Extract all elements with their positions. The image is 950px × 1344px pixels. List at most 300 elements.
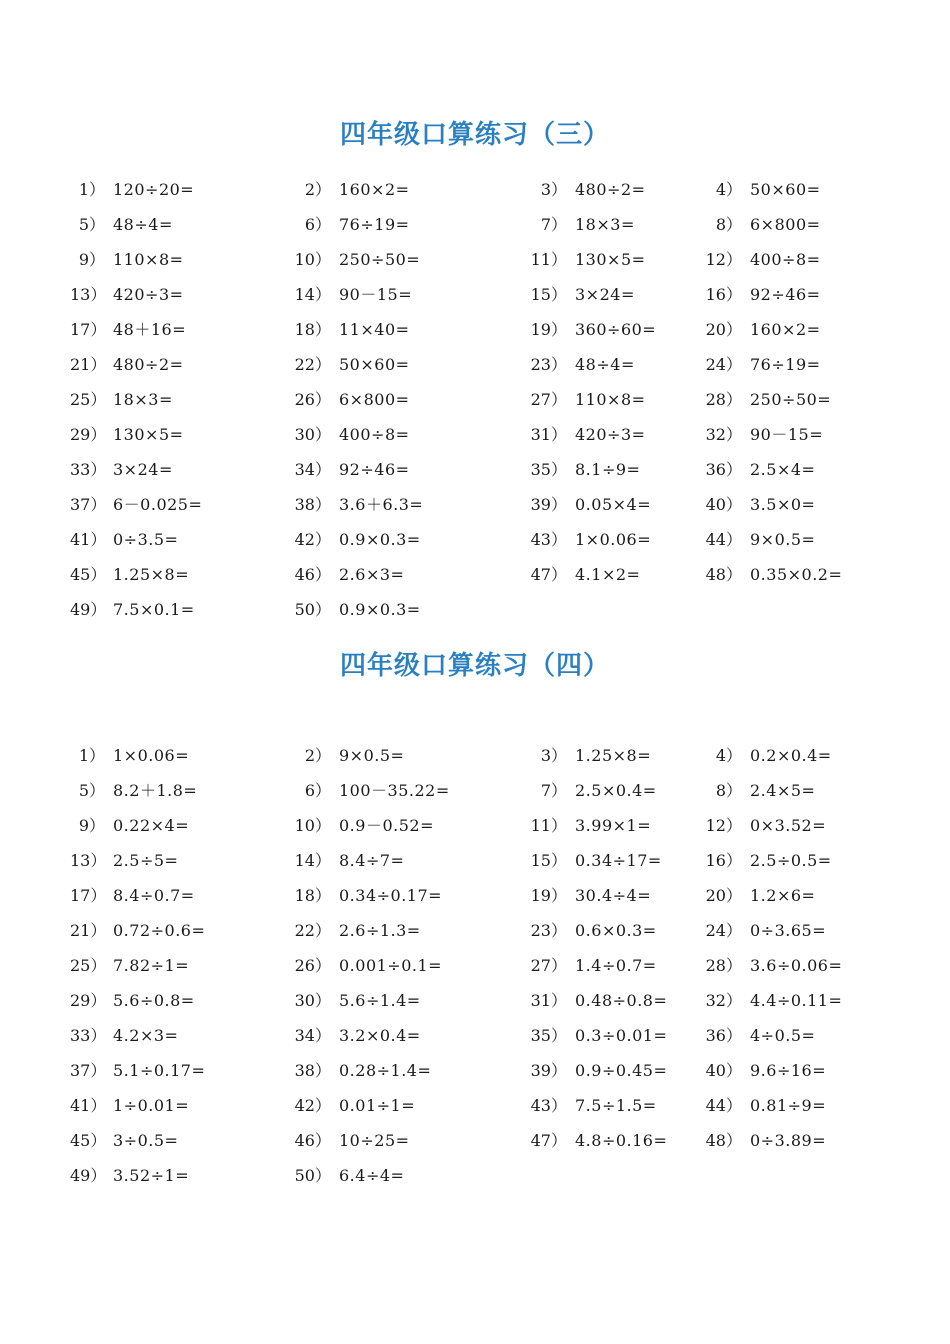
problem-item [704, 277, 821, 312]
problem-item [294, 913, 421, 948]
problem-item [294, 417, 410, 452]
problem-item [70, 312, 186, 347]
problem-item [294, 347, 410, 382]
problem-item [294, 522, 421, 557]
problem-expression: 0.81÷9= [750, 1096, 827, 1115]
problem-expression: 0.9－0.52= [339, 816, 434, 835]
problem-item [70, 417, 184, 452]
problem-item [294, 1123, 410, 1158]
problem-number: 36） [705, 460, 742, 479]
problem-row [0, 417, 950, 452]
problem-expression: 400÷8= [339, 425, 410, 444]
problem-item [704, 1088, 826, 1123]
problem-expression: 0.6×0.3= [575, 921, 657, 940]
problem-item [294, 983, 421, 1018]
problem-expression: 2.5÷5= [113, 851, 179, 870]
problem-item [704, 1018, 815, 1053]
problem-number: 46） [294, 1131, 331, 1150]
problem-expression: 110×8= [113, 250, 184, 269]
problem-item [528, 738, 651, 773]
problem-item [704, 207, 821, 242]
problem-number: 11） [530, 250, 567, 269]
problem-expression: 0×3.52= [750, 816, 827, 835]
problem-number: 8） [715, 781, 742, 800]
problem-number: 9） [78, 816, 105, 835]
problem-expression: 2.6×3= [339, 565, 405, 584]
problem-number: 42） [294, 1096, 331, 1115]
problem-expression: 3.99×1= [575, 816, 652, 835]
problem-expression: 0.9×0.3= [339, 600, 421, 619]
problem-item [704, 948, 842, 983]
problem-number: 4） [715, 746, 742, 765]
problem-expression: 7.82÷1= [113, 956, 190, 975]
problem-item [294, 1018, 421, 1053]
problem-item [294, 207, 410, 242]
problem-number: 11） [530, 816, 567, 835]
problem-number: 27） [530, 956, 567, 975]
problem-item [70, 773, 197, 808]
problem-item [294, 172, 410, 207]
problem-number: 4） [715, 180, 742, 199]
problem-item [528, 1053, 667, 1088]
problem-item [70, 1088, 189, 1123]
problem-number: 18） [294, 320, 331, 339]
problem-number: 20） [705, 886, 742, 905]
problem-row [0, 242, 950, 277]
problem-expression: 1.2×6= [750, 886, 816, 905]
problem-number: 24） [705, 921, 742, 940]
problem-expression: 10÷25= [339, 1131, 410, 1150]
problem-item [70, 843, 178, 878]
problem-item [528, 312, 656, 347]
problem-item [294, 312, 410, 347]
section-title-3: 四年级口算练习（三） [339, 120, 610, 150]
problem-expression: 0.22×4= [113, 816, 190, 835]
problem-number: 49） [70, 600, 107, 619]
problem-row [0, 913, 950, 948]
problem-expression: 50×60= [339, 355, 410, 374]
problem-item [70, 592, 195, 627]
problem-expression: 0.05×4= [575, 495, 652, 514]
problem-expression: 3×24= [113, 460, 173, 479]
problem-expression: 76÷19= [339, 215, 410, 234]
problem-number: 23） [530, 921, 567, 940]
problem-item [528, 1088, 657, 1123]
problem-number: 13） [70, 285, 107, 304]
problem-row [0, 487, 950, 522]
problem-expression: 0.2×0.4= [750, 746, 832, 765]
problem-expression: 4.1×2= [575, 565, 641, 584]
problem-number: 20） [705, 320, 742, 339]
problem-item [704, 773, 815, 808]
problem-expression: 8.4÷0.7= [113, 886, 195, 905]
problem-expression: 6×800= [750, 215, 821, 234]
problem-expression: 2.5÷0.5= [750, 851, 832, 870]
problem-item [704, 487, 815, 522]
problem-expression: 120÷20= [113, 180, 195, 199]
problem-expression: 18×3= [575, 215, 635, 234]
problem-expression: 1.4÷0.7= [575, 956, 657, 975]
problem-expression: 76÷19= [750, 355, 821, 374]
problem-number: 27） [530, 390, 567, 409]
problem-expression: 420÷3= [575, 425, 646, 444]
problem-item [294, 738, 404, 773]
problem-number: 1） [78, 746, 105, 765]
problem-item [294, 1088, 415, 1123]
problem-expression: 90－15= [339, 285, 413, 304]
problem-item [528, 773, 657, 808]
problem-item [70, 738, 189, 773]
problem-number: 37） [70, 1061, 107, 1080]
problem-expression: 4.8÷0.16= [575, 1131, 668, 1150]
problem-expression: 4÷0.5= [750, 1026, 816, 1045]
problem-number: 13） [70, 851, 107, 870]
problem-expression: 48÷4= [575, 355, 635, 374]
problem-number: 26） [294, 390, 331, 409]
problem-number: 45） [70, 1131, 107, 1150]
problem-item [70, 452, 173, 487]
problem-expression: 1.25×8= [575, 746, 652, 765]
problem-number: 30） [294, 425, 331, 444]
problem-expression: 250÷50= [339, 250, 421, 269]
problem-number: 8） [715, 215, 742, 234]
problem-expression: 3.52÷1= [113, 1166, 190, 1185]
problem-expression: 3.5×0= [750, 495, 816, 514]
problem-item [704, 347, 821, 382]
problem-item [70, 1018, 178, 1053]
problem-expression: 1×0.06= [113, 746, 190, 765]
problem-number: 14） [294, 851, 331, 870]
problem-item [528, 983, 667, 1018]
problem-item [704, 522, 815, 557]
problem-row [0, 773, 950, 808]
problem-number: 24） [705, 355, 742, 374]
problem-number: 3） [540, 746, 567, 765]
problem-item [70, 878, 195, 913]
problem-expression: 0.28÷1.4= [339, 1061, 432, 1080]
problem-number: 45） [70, 565, 107, 584]
problem-expression: 2.5×0.4= [575, 781, 657, 800]
problem-expression: 130×5= [575, 250, 646, 269]
problem-number: 17） [70, 320, 107, 339]
problem-expression: 480÷2= [575, 180, 646, 199]
problem-item [704, 1053, 826, 1088]
problem-item [704, 913, 826, 948]
problem-number: 32） [705, 425, 742, 444]
problem-number: 39） [530, 495, 567, 514]
problem-number: 6） [304, 215, 331, 234]
problem-item [70, 347, 184, 382]
problem-item [528, 808, 651, 843]
problem-number: 41） [70, 1096, 107, 1115]
problem-number: 26） [294, 956, 331, 975]
problem-item [294, 878, 442, 913]
problem-item [70, 277, 184, 312]
problem-expression: 0.34÷17= [575, 851, 662, 870]
problem-item [294, 1158, 404, 1193]
problem-expression: 2.5×4= [750, 460, 816, 479]
problem-number: 34） [294, 1026, 331, 1045]
problem-number: 44） [705, 1096, 742, 1115]
problem-number: 30） [294, 991, 331, 1010]
problem-item [70, 1123, 178, 1158]
problem-expression: 6.4÷4= [339, 1166, 405, 1185]
problem-item [70, 522, 178, 557]
problem-expression: 0÷3.89= [750, 1131, 827, 1150]
problem-expression: 11×40= [339, 320, 410, 339]
problem-number: 23） [530, 355, 567, 374]
problem-expression: 5.6÷0.8= [113, 991, 195, 1010]
problem-number: 7） [540, 215, 567, 234]
problem-expression: 6－0.025= [113, 495, 203, 514]
problem-expression: 3.2×0.4= [339, 1026, 421, 1045]
problem-number: 22） [294, 355, 331, 374]
problem-item [704, 878, 815, 913]
problem-item [70, 983, 195, 1018]
problem-item [704, 1123, 826, 1158]
problem-row [0, 1123, 950, 1158]
problem-number: 5） [78, 215, 105, 234]
problem-item [528, 1123, 667, 1158]
problem-expression: 0.3÷0.01= [575, 1026, 668, 1045]
problem-item [704, 172, 821, 207]
problem-expression: 400÷8= [750, 250, 821, 269]
problem-expression: 8.1÷9= [575, 460, 641, 479]
problem-expression: 0.001÷0.1= [339, 956, 443, 975]
problem-expression: 92÷46= [339, 460, 410, 479]
problem-expression: 480÷2= [113, 355, 184, 374]
problem-expression: 2.4×5= [750, 781, 816, 800]
problem-number: 33） [70, 460, 107, 479]
problem-number: 15） [530, 851, 567, 870]
problem-item [704, 382, 831, 417]
problem-grid-3 [0, 172, 950, 627]
problem-row [0, 808, 950, 843]
problem-number: 46） [294, 565, 331, 584]
problem-number: 14） [294, 285, 331, 304]
problem-item [70, 557, 189, 592]
problem-expression: 1×0.06= [575, 530, 652, 549]
problem-number: 33） [70, 1026, 107, 1045]
problem-number: 35） [530, 1026, 567, 1045]
problem-expression: 9×0.5= [339, 746, 405, 765]
problem-expression: 9.6÷16= [750, 1061, 827, 1080]
problem-expression: 130×5= [113, 425, 184, 444]
problem-expression: 0.01÷1= [339, 1096, 416, 1115]
problem-item [528, 207, 635, 242]
problem-item [294, 277, 412, 312]
problem-row [0, 452, 950, 487]
problem-expression: 2.6÷1.3= [339, 921, 421, 940]
problem-expression: 7.5÷1.5= [575, 1096, 657, 1115]
problem-row [0, 843, 950, 878]
problem-number: 19） [530, 886, 567, 905]
problem-number: 32） [705, 991, 742, 1010]
problem-expression: 1.25×8= [113, 565, 190, 584]
problem-expression: 420÷3= [113, 285, 184, 304]
problem-number: 37） [70, 495, 107, 514]
problem-item [70, 808, 189, 843]
problem-expression: 30.4÷4= [575, 886, 652, 905]
problem-number: 40） [705, 495, 742, 514]
problem-expression: 90－15= [750, 425, 824, 444]
problem-number: 2） [304, 746, 331, 765]
problem-expression: 3.6＋6.3= [339, 495, 424, 514]
problem-expression: 18×3= [113, 390, 173, 409]
problem-expression: 5.1÷0.17= [113, 1061, 206, 1080]
problem-number: 21） [70, 921, 107, 940]
problem-expression: 7.5×0.1= [113, 600, 195, 619]
problem-item [704, 312, 821, 347]
problem-item [294, 808, 434, 843]
problem-row [0, 522, 950, 557]
problem-number: 34） [294, 460, 331, 479]
problem-expression: 6×800= [339, 390, 410, 409]
problem-item [70, 382, 173, 417]
problem-number: 21） [70, 355, 107, 374]
problem-item [704, 242, 821, 277]
problem-expression: 0.72÷0.6= [113, 921, 206, 940]
problem-number: 12） [705, 250, 742, 269]
problem-row [0, 277, 950, 312]
problem-expression: 360÷60= [575, 320, 657, 339]
problem-expression: 0÷3.65= [750, 921, 827, 940]
problem-expression: 0.9×0.3= [339, 530, 421, 549]
problem-expression: 110×8= [575, 390, 646, 409]
problem-item [528, 1018, 667, 1053]
problem-item [294, 773, 450, 808]
problem-item [294, 592, 421, 627]
problem-number: 7） [540, 781, 567, 800]
problem-expression: 48÷4= [113, 215, 173, 234]
problem-number: 17） [70, 886, 107, 905]
problem-item [70, 242, 184, 277]
problem-number: 43） [530, 530, 567, 549]
problem-number: 5） [78, 781, 105, 800]
problem-number: 6） [304, 781, 331, 800]
problem-number: 49） [70, 1166, 107, 1185]
problem-number: 29） [70, 425, 107, 444]
problem-number: 40） [705, 1061, 742, 1080]
problem-item [704, 843, 832, 878]
problem-item [528, 843, 662, 878]
problem-row [0, 382, 950, 417]
problem-expression: 48＋16= [113, 320, 187, 339]
problem-item [70, 207, 173, 242]
problem-item [704, 738, 832, 773]
problem-number: 38） [294, 1061, 331, 1080]
problem-expression: 5.6÷1.4= [339, 991, 421, 1010]
problem-row [0, 1053, 950, 1088]
problem-number: 31） [530, 425, 567, 444]
problem-expression: 50×60= [750, 180, 821, 199]
problem-number: 31） [530, 991, 567, 1010]
problem-row [0, 312, 950, 347]
problem-item [704, 452, 815, 487]
problem-expression: 4.4÷0.11= [750, 991, 843, 1010]
problem-item [528, 487, 651, 522]
problem-number: 16） [705, 851, 742, 870]
problem-number: 38） [294, 495, 331, 514]
problem-item [528, 382, 646, 417]
problem-number: 1） [78, 180, 105, 199]
problem-expression: 0.34÷0.17= [339, 886, 443, 905]
problem-item [528, 948, 657, 983]
problem-number: 22） [294, 921, 331, 940]
problem-item [70, 1053, 205, 1088]
problem-item [528, 417, 646, 452]
problem-item [294, 557, 404, 592]
problem-item [294, 242, 420, 277]
problem-number: 2） [304, 180, 331, 199]
problem-number: 47） [530, 1131, 567, 1150]
problem-row [0, 557, 950, 592]
problem-number: 47） [530, 565, 567, 584]
problem-expression: 0.48÷0.8= [575, 991, 668, 1010]
problem-expression: 8.4÷7= [339, 851, 405, 870]
problem-expression: 8.2＋1.8= [113, 781, 198, 800]
problem-number: 35） [530, 460, 567, 479]
problem-item [70, 172, 194, 207]
problem-number: 18） [294, 886, 331, 905]
problem-item [528, 452, 640, 487]
problem-expression: 160×2= [750, 320, 821, 339]
problem-item [70, 487, 202, 522]
problem-expression: 100－35.22= [339, 781, 450, 800]
problem-item [294, 843, 404, 878]
problem-expression: 1÷0.01= [113, 1096, 190, 1115]
problem-row [0, 878, 950, 913]
problem-item [294, 1053, 431, 1088]
problem-item [294, 452, 410, 487]
problem-number: 3） [540, 180, 567, 199]
problem-expression: 3÷0.5= [113, 1131, 179, 1150]
problem-grid-4 [0, 738, 950, 1193]
problem-item [704, 983, 842, 1018]
problem-row [0, 1018, 950, 1053]
problem-number: 10） [294, 250, 331, 269]
problem-row [0, 948, 950, 983]
problem-item [528, 347, 635, 382]
problem-row [0, 207, 950, 242]
problem-number: 36） [705, 1026, 742, 1045]
problem-number: 42） [294, 530, 331, 549]
problem-row [0, 172, 950, 207]
problem-item [70, 948, 189, 983]
problem-expression: 3.6÷0.06= [750, 956, 843, 975]
problem-item [70, 1158, 189, 1193]
problem-number: 50） [294, 600, 331, 619]
problem-number: 41） [70, 530, 107, 549]
problem-number: 15） [530, 285, 567, 304]
problem-item [294, 948, 442, 983]
problem-item [528, 522, 651, 557]
problem-number: 48） [705, 565, 742, 584]
problem-number: 25） [70, 956, 107, 975]
problem-expression: 0÷3.5= [113, 530, 179, 549]
problem-row [0, 592, 950, 627]
problem-row [0, 347, 950, 382]
problem-item [528, 172, 646, 207]
problem-item [528, 242, 646, 277]
problem-item [704, 808, 826, 843]
problem-row [0, 738, 950, 773]
problem-expression: 92÷46= [750, 285, 821, 304]
problem-item [528, 277, 635, 312]
problem-item [528, 913, 657, 948]
problem-item [704, 417, 823, 452]
section-title-4: 四年级口算练习（四） [339, 651, 610, 681]
